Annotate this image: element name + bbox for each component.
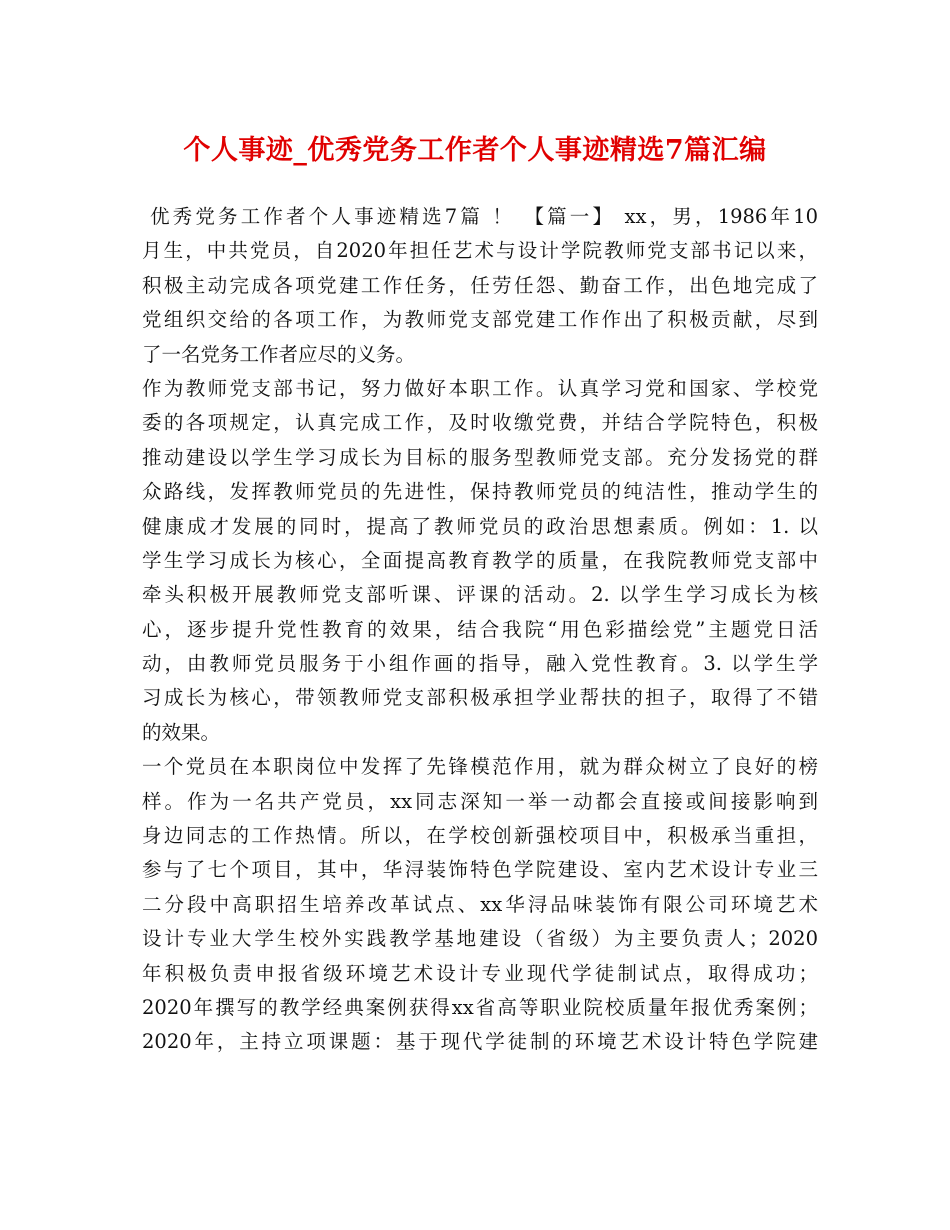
text-line: 2020年，主持立项课题：基于现代学徒制的环境艺术设计特色学院建 (142, 1030, 818, 1054)
text-line: 委的各项规定，认真完成工作，及时收缴党费，并结合学院特色，积极 (142, 411, 818, 435)
text-line: 样。作为一名共产党员，xx同志深知一举一动都会直接或间接影响到 (142, 789, 818, 813)
text-line: 设计专业大学生校外实践教学基地建设（省级）为主要负责人；2020 (142, 927, 818, 951)
text-line: 优秀党务工作者个人事迹精选7篇 ！ 【篇一】 xx，男，1986年10 (150, 205, 818, 228)
text-line: 参与了七个项目，其中，华浔装饰特色学院建设、室内艺术设计专业三 (142, 858, 818, 882)
text-line: 了一名党务工作者应尽的义务。 (142, 342, 416, 366)
text-line: 众路线，发挥教师党员的先进性，保持教师党员的纯洁性，推动学生的 (142, 480, 818, 504)
text-line: 月生，中共党员，自2020年担任艺术与设计学院教师党支部书记以来， (142, 239, 818, 263)
document-title: 个人事迹_优秀党务工作者个人事迹精选7篇汇编 (183, 135, 767, 166)
text-line: 学生学习成长为核心，全面提高教育教学的质量，在我院教师党支部中 (142, 548, 818, 572)
text-line: 健康成才发展的同时，提高了教师党员的政治思想素质。例如：1. 以 (142, 514, 818, 538)
text-line: 积极主动完成各项党建工作任务，任劳任怨、勤奋工作，出色地完成了 (142, 273, 818, 297)
text-line: 二分段中高职招生培养改革试点、xx华浔品味装饰有限公司环境艺术 (142, 892, 818, 916)
text-line: 动，由教师党员服务于小组作画的指导，融入党性教育。3. 以学生学 (142, 652, 818, 676)
text-line: 牵头积极开展教师党支部听课、评课的活动。2. 以学生学习成长为核 (142, 583, 818, 607)
text-line: 心，逐步提升党性教育的效果，结合我院“用色彩描绘党”主题党日活 (142, 617, 818, 641)
text-line: 身边同志的工作热情。所以，在学校创新强校项目中，积极承当重担， (142, 824, 818, 848)
text-line: 的效果。 (142, 720, 221, 744)
text-line: 年积极负责申报省级环境艺术设计专业现代学徒制试点，取得成功； (142, 961, 818, 985)
text-line: 党组织交给的各项工作，为教师党支部党建工作作出了积极贡献，尽到 (142, 308, 818, 332)
document-body (142, 200, 818, 1060)
text-line: 作为教师党支部书记，努力做好本职工作。认真学习党和国家、学校党 (142, 376, 818, 400)
text-line: 推动建设以学生学习成长为目标的服务型教师党支部。充分发扬党的群 (142, 445, 818, 469)
text-line: 2020年撰写的教学经典案例获得xx省高等职业院校质量年报优秀案例； (142, 995, 818, 1019)
text-line: 一个党员在本职岗位中发挥了先锋模范作用，就为群众树立了良好的榜 (142, 755, 818, 779)
text-line: 习成长为核心，带领教师党支部积极承担学业帮扶的担子，取得了不错 (142, 686, 818, 710)
